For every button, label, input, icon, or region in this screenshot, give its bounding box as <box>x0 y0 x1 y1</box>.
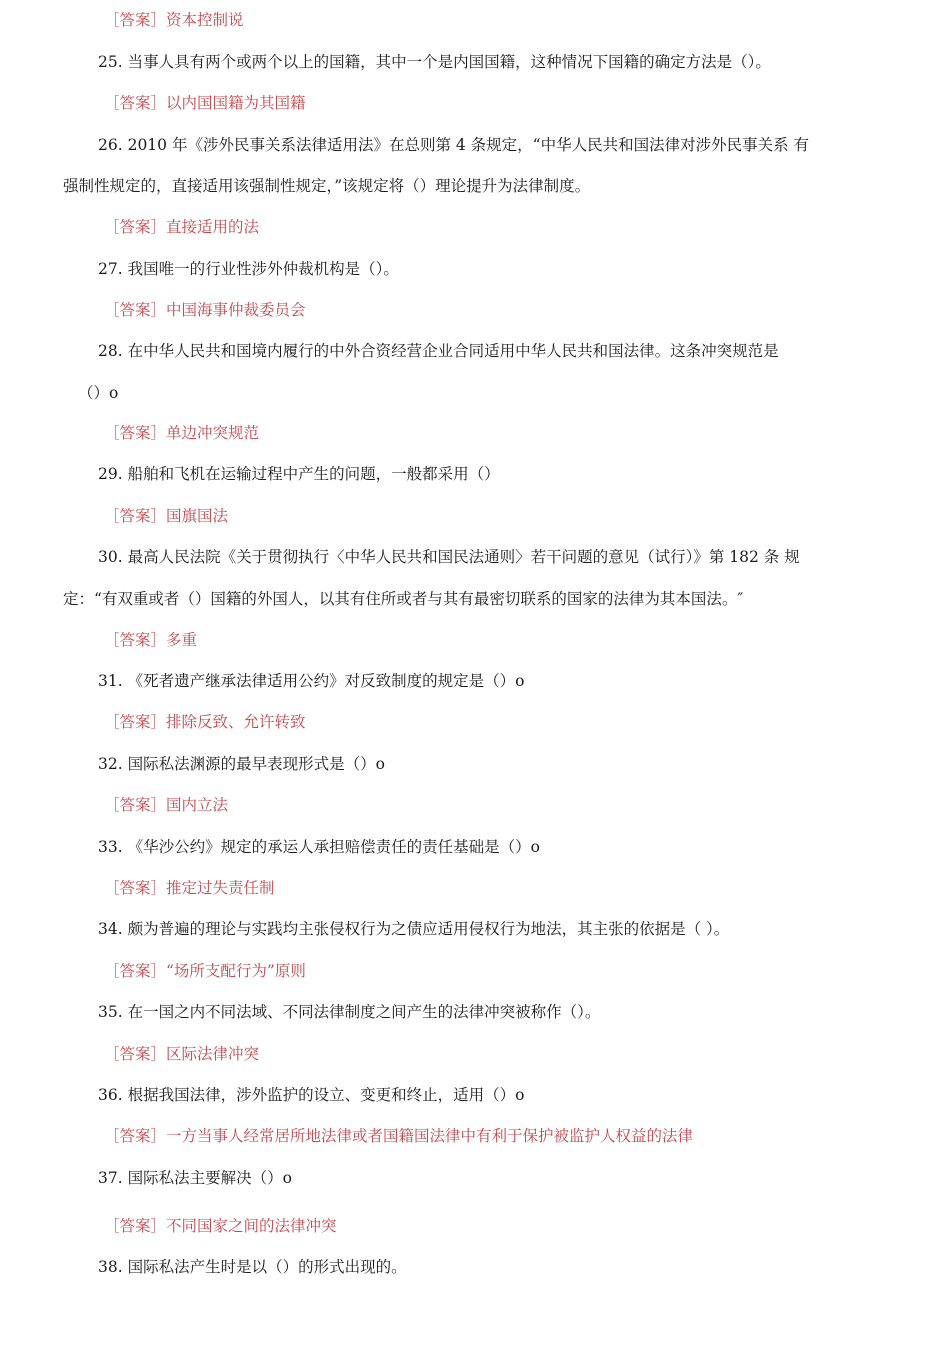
answer-line: ［答案］资本控制说 <box>104 11 244 29</box>
question-line: 25. 当事人具有两个或两个以上的国籍，其中一个是内国国籍，这种情况下国籍的确定方法是（）。 <box>98 53 771 71</box>
answer-line: ［答案］排除反致、允许转致 <box>104 713 306 731</box>
continuation-line: 强制性规定的，直接适用该强制性规定，”该规定将（）理论提升为法律制度。 <box>63 177 591 195</box>
question-line: 32. 国际私法渊源的最早表现形式是（）o <box>98 755 385 773</box>
question-line: 36. 根据我国法律，涉外监护的设立、变更和终止，适用（）o <box>98 1086 525 1104</box>
answer-line: ［答案］以内国国籍为其国籍 <box>104 94 306 112</box>
answer-line: ［答案］一方当事人经常居所地法律或者国籍国法律中有利于保护被监护人权益的法律 <box>104 1127 694 1145</box>
answer-line: ［答案］直接适用的法 <box>104 218 260 236</box>
question-line: 38. 国际私法产生时是以（）的形式出现的。 <box>98 1258 407 1276</box>
answer-line: ［答案］国内立法 <box>104 796 229 814</box>
answer-line: ［答案］国旗国法 <box>104 507 229 525</box>
question-line: 28. 在中华人民共和国境内履行的中外合资经营企业合同适用中华人民共和国法律。这条冲突规范是 <box>98 342 779 360</box>
continuation-line: （）o <box>78 384 119 402</box>
answer-line: ［答案］区际法律冲突 <box>104 1045 260 1063</box>
question-line: 35. 在一国之内不同法域、不同法律制度之间产生的法律冲突被称作（）。 <box>98 1003 601 1021</box>
answer-line: ［答案］推定过失责任制 <box>104 879 275 897</box>
question-line: 27. 我国唯一的行业性涉外仲裁机构是（）。 <box>98 260 399 278</box>
question-line: 37. 国际私法主要解决（）o <box>98 1169 292 1187</box>
answer-line: ［答案］单边冲突规范 <box>104 424 260 442</box>
question-line: 34. 颇为普遍的理论与实践均主张侵权行为之债应适用侵权行为地法，其主张的依据是（ ）。 <box>98 920 730 938</box>
question-line: 29. 船舶和飞机在运输过程中产生的问题，一般都采用（） <box>98 465 500 483</box>
answer-line: ［答案］多重 <box>104 631 198 649</box>
answer-line: ［答案］中国海事仲裁委员会 <box>104 301 306 319</box>
question-line: 30. 最高人民法院《关于贯彻执行〈中华人民共和国民法通则〉若干问题的意见（试行）》第 182 条 规 <box>98 548 800 566</box>
answer-line: ［答案］“场所支配行为”原则 <box>104 962 306 980</box>
question-line: 26. 2010 年《涉外民事关系法律适用法》在总则第 4 条规定，“中华人民共和国法律对涉外民事关系 有 <box>98 136 810 154</box>
continuation-line: 定：“有双重或者（）国籍的外国人，以其有住所或者与其有最密切联系的国家的法律为其本国法。″ <box>63 590 744 608</box>
answer-line: ［答案］不同国家之间的法律冲突 <box>104 1217 337 1235</box>
question-line: 33. 《华沙公约》规定的承运人承担赔偿责任的责任基础是（）o <box>98 838 540 856</box>
question-line: 31. 《死者遗产继承法律适用公约》对反致制度的规定是（）o <box>98 672 525 690</box>
